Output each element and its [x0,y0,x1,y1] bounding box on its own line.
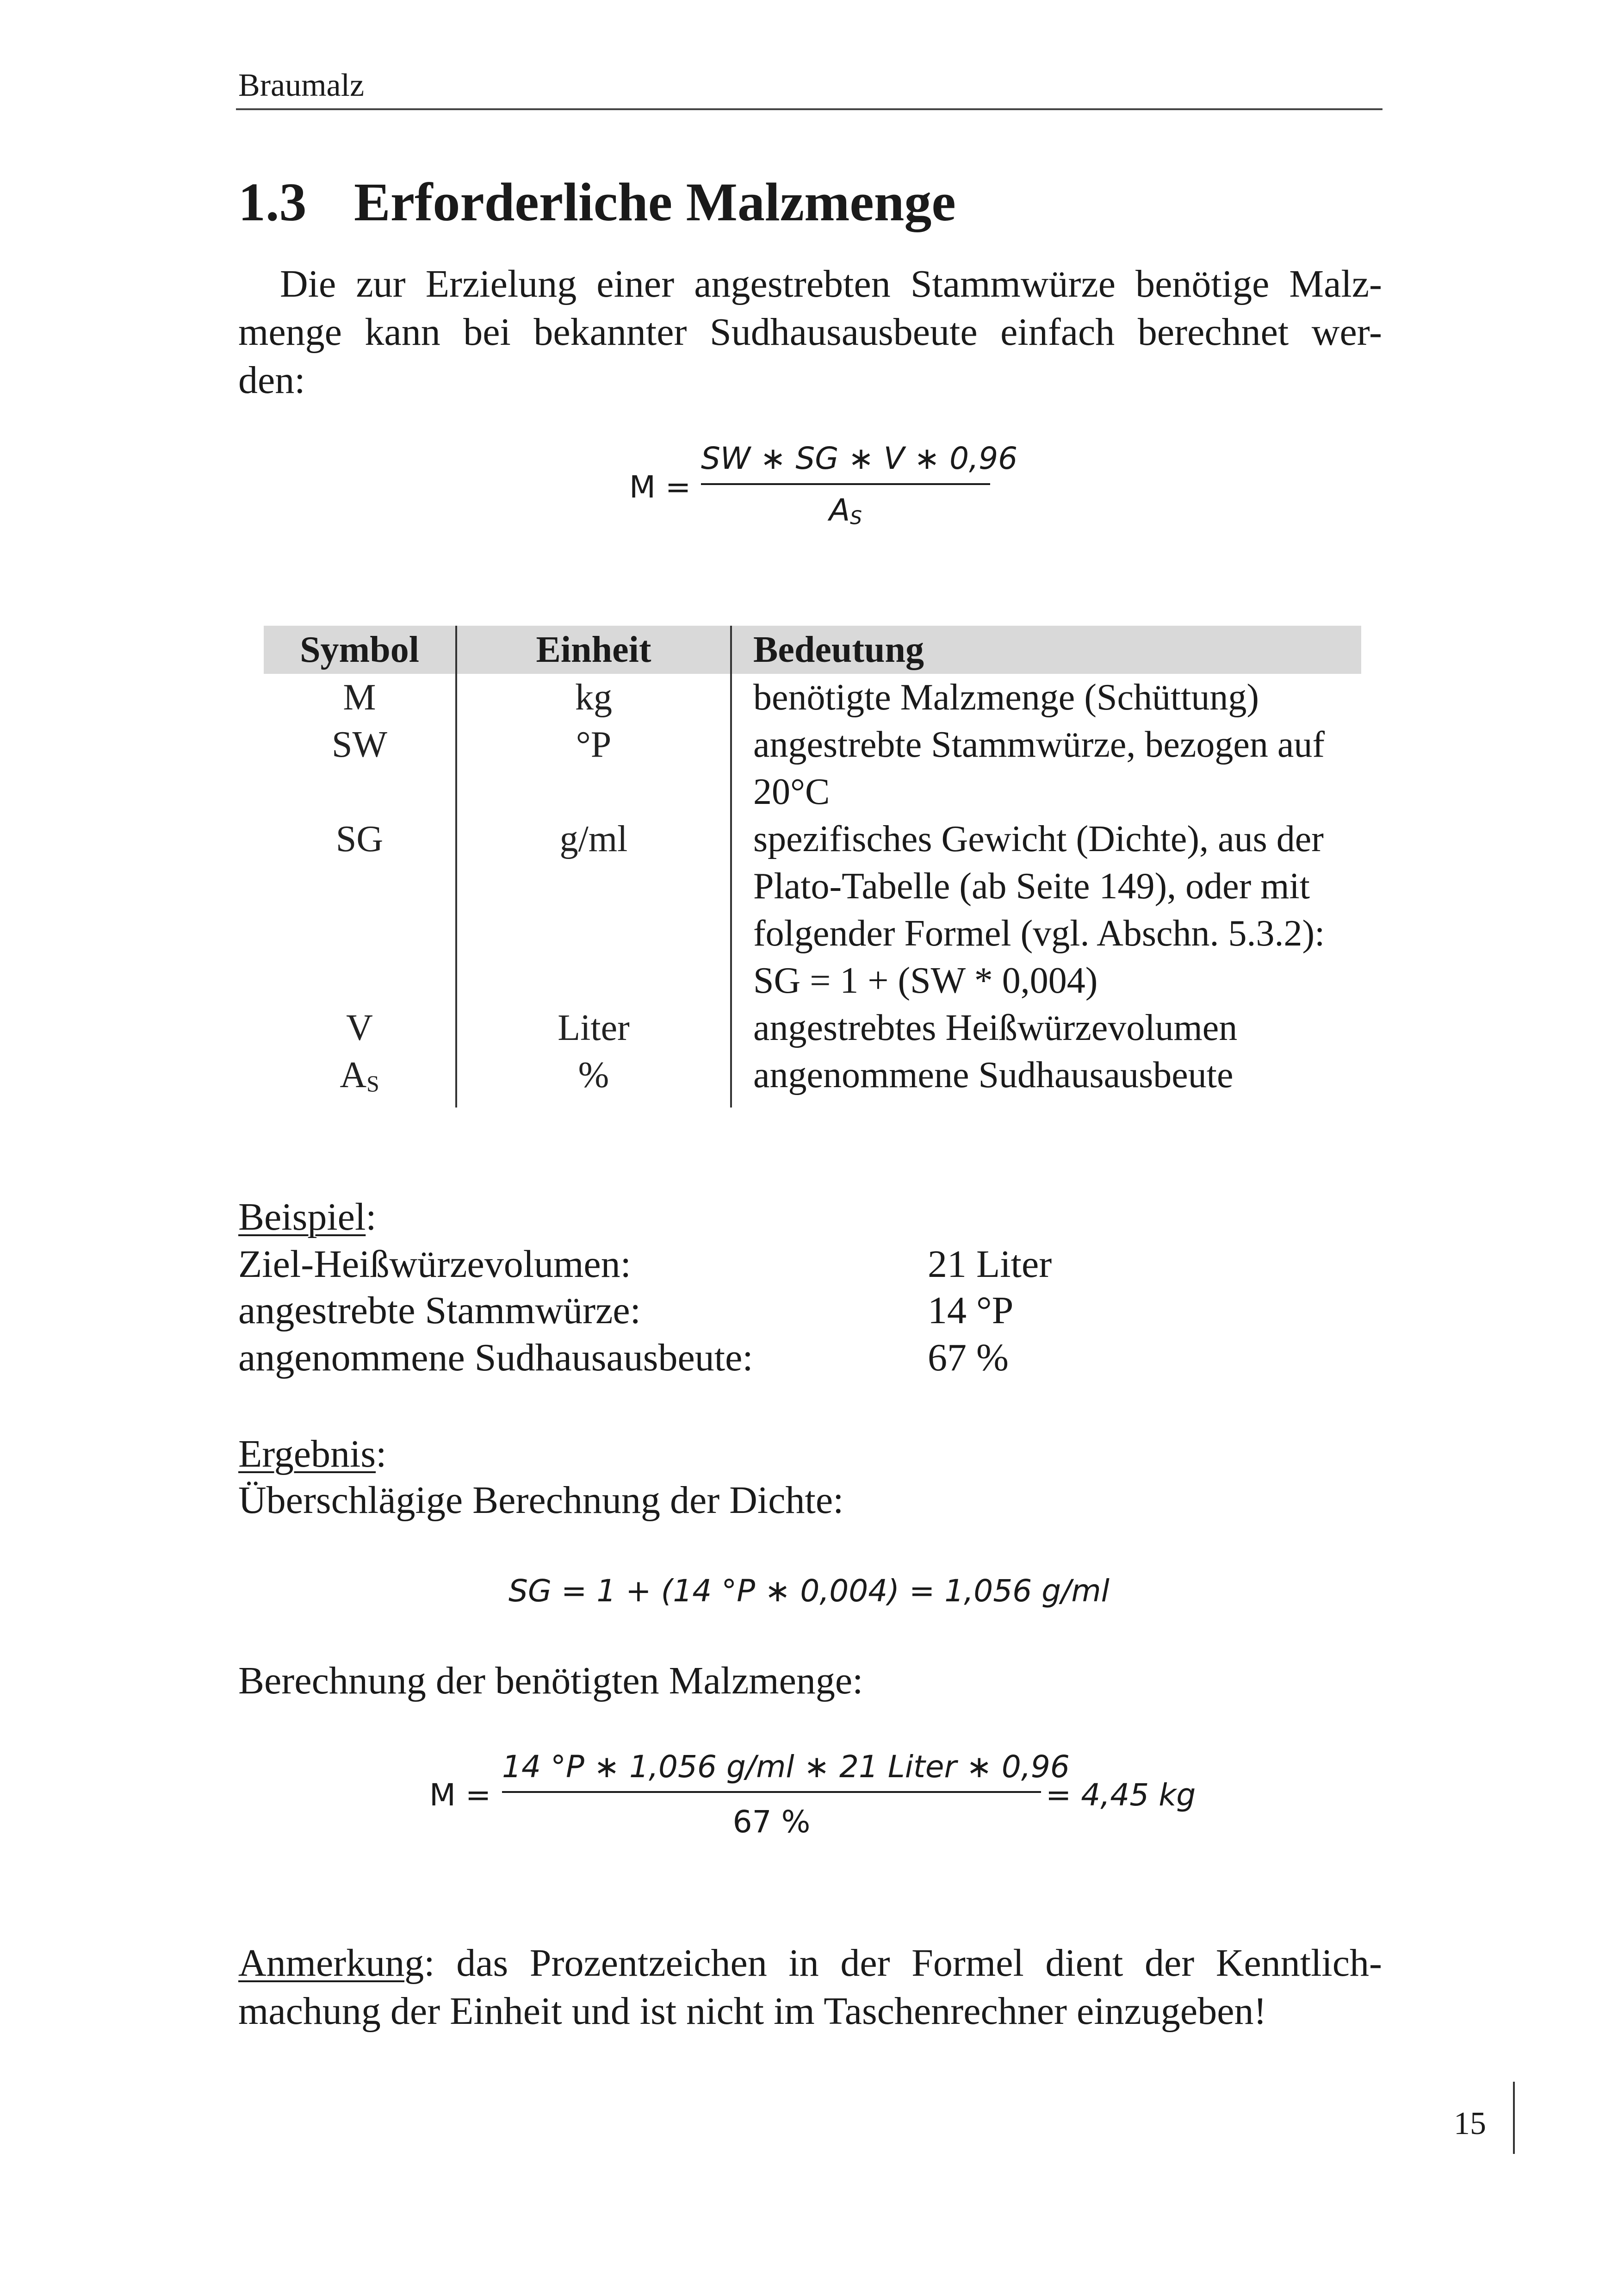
intro-line-3: den: [238,359,305,402]
example-heading-colon: : [366,1195,377,1238]
meaning-line: 20°C [753,772,830,812]
meaning-line: spezifisches Gewicht (Dichte), aus der [753,819,1324,859]
unit-cell: g/ml [456,815,731,1004]
symbol-text: SG [335,819,384,859]
note-text: : das Prozentzeichen in der Formel dient der Kenntlich- [424,1941,1382,1985]
example-label: angenommene Sudhausausbeute: [238,1336,753,1379]
meaning-line: angestrebte Stammwürze, bezogen auf [753,724,1325,765]
symbol-text: V [346,1008,373,1048]
example-heading [238,1195,377,1238]
malt-formula-numerator-text: 14 °P ∗ 1,056 g/ml ∗ 21 Liter ∗ 0,96 [502,1749,1070,1785]
density-formula-text: SG = 1 + (14 °P ∗ 0,004) = 1,056 g/ml [508,1573,1110,1609]
table-header-row [264,626,1361,674]
example-value: 67 % [928,1336,1009,1379]
table-row [264,815,1361,1004]
unit-cell: % [456,1052,731,1108]
malt-formula-numerator [502,1749,1070,1785]
note-line-1 [238,1939,1382,1987]
table-row [264,674,1361,721]
example-value: 14 °P [928,1289,1014,1332]
formula-numerator [701,441,1018,476]
malt-formula-fraction-bar [502,1791,1041,1793]
meaning-line: Plato-Tabelle (ab Seite 149), oder mit [753,866,1310,907]
result-heading [238,1432,387,1475]
section-title [238,172,956,232]
meaning-line: benötigte Malzmenge (Schüttung) [753,677,1259,718]
meaning-cell [731,721,1361,815]
symbol-table [264,626,1361,1108]
page-number-rule [1513,2082,1515,2154]
section-heading: Erforderliche Malzmenge [354,172,956,232]
note-heading: Anmerkung [238,1941,424,1985]
meaning-line: angenommene Sudhausausbeute [753,1055,1234,1095]
header-rule [236,108,1382,110]
symbol-text: A [340,1055,367,1095]
unit-cell: °P [456,721,731,815]
symbol-text: M [343,677,376,718]
table-row [264,1004,1361,1052]
intro-line-2: menge kann bei bekannter Sudhausausbeute einfach berechnet wer- [238,311,1382,354]
symbol-cell [264,674,456,721]
section-number: 1.3 [238,172,307,232]
header-meaning: Bedeutung [731,626,1361,674]
result-heading-colon: : [376,1432,387,1475]
note-line-2: machung der Einheit und ist nicht im Taschenrechner einzugeben! [238,1990,1267,2033]
malt-intro: Berechnung der benötigten Malzmenge: [238,1659,863,1702]
formula-fraction-bar [701,483,990,485]
malt-formula-rhs [1046,1777,1196,1813]
example-label: angestrebte Stammwürze: [238,1289,641,1332]
meaning-cell [731,815,1361,1004]
meaning-line: folgender Formel (vgl. Abschn. 5.3.2): [753,913,1325,954]
formula-denominator-sub: S [850,506,862,529]
table-row [264,721,1361,815]
header-unit: Einheit [456,626,731,674]
meaning-cell [731,1052,1361,1108]
example-heading-text: Beispiel [238,1195,366,1238]
page-number: 15 [1454,2106,1486,2141]
symbol-cell [264,721,456,815]
malt-formula-rhs-text: = 4,45 kg [1046,1777,1196,1813]
header-symbol: Symbol [264,626,456,674]
symbol-cell [264,1052,456,1108]
unit-cell: Liter [456,1004,731,1052]
meaning-line: angestrebtes Heißwürzevolumen [753,1008,1238,1048]
density-formula [0,1573,1618,1609]
symbol-cell [264,1004,456,1052]
result-heading-text: Ergebnis [238,1432,376,1475]
example-label: Ziel-Heißwürzevolumen: [238,1243,632,1286]
running-head: Braumalz [238,68,365,103]
formula-lhs: M = [629,469,691,505]
meaning-line: SG = 1 + (SW * 0,004) [753,960,1098,1001]
formula-denominator [701,492,990,529]
meaning-cell [731,1004,1361,1052]
intro-line-1: Die zur Erzielung einer angestrebten Stammwürze benötige Malz- [280,262,1382,305]
formula-denominator-base: A [829,492,850,528]
malt-formula-denominator: 67 % [732,1804,811,1840]
table-row [264,1052,1361,1108]
symbol-text: SW [332,724,387,765]
formula-numerator-text: SW ∗ SG ∗ V ∗ 0,96 [701,441,1018,476]
example-value: 21 Liter [928,1243,1052,1286]
unit-cell: kg [456,674,731,721]
malt-formula-lhs: M = [429,1777,491,1813]
symbol-cell [264,815,456,1004]
density-intro: Überschlägige Berechnung der Dichte: [238,1479,844,1522]
symbol-subscript: S [366,1070,379,1096]
meaning-cell [731,674,1361,721]
